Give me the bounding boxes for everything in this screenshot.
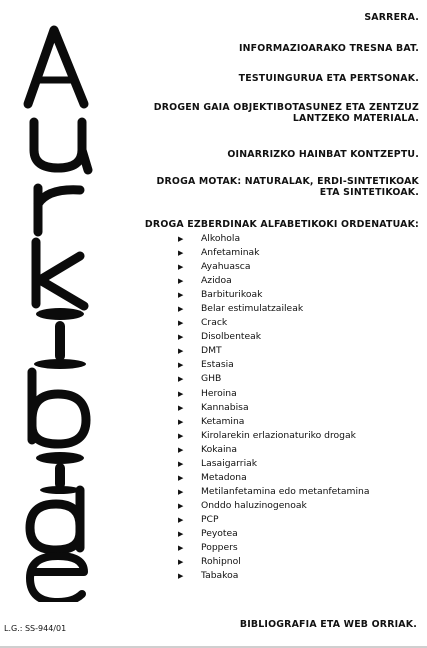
list-item <box>178 288 370 302</box>
drug-name: Lasaigarriak <box>201 457 258 469</box>
legal-deposit: L.G.: SS-944/01 <box>4 624 67 633</box>
arrow-right-icon: ▶ <box>178 263 184 272</box>
list-item <box>178 246 370 260</box>
list-item <box>178 274 370 288</box>
drug-name: Peyotea <box>201 527 238 539</box>
heading-concepts: OINARRIZKO HAINBAT KONTZEPTU. <box>227 149 419 160</box>
list-item <box>178 415 370 429</box>
drug-name: Heroina <box>201 387 237 399</box>
heading-types: DROGA MOTAK: NATURALAK, ERDI-SINTETIKOAK ETA SINTETIKOAK. <box>156 176 419 198</box>
arrow-right-icon: ▶ <box>178 305 184 314</box>
arrow-right-icon: ▶ <box>178 459 184 468</box>
drug-name: Azidoa <box>201 275 232 287</box>
arrow-right-icon: ▶ <box>178 291 184 300</box>
arrow-right-icon: ▶ <box>178 417 184 426</box>
drug-name: GHB <box>201 373 222 385</box>
list-item <box>178 485 370 499</box>
list-item <box>178 499 370 513</box>
list-item <box>178 457 370 471</box>
drug-list <box>178 232 370 583</box>
list-item <box>178 344 370 358</box>
vertical-title-graphic <box>14 22 104 602</box>
heading-context: TESTUINGURUA ETA PERTSONAK. <box>238 73 419 84</box>
list-item <box>178 513 370 527</box>
heading-intro: SARRERA. <box>364 12 419 23</box>
arrow-right-icon: ▶ <box>178 361 184 370</box>
drug-name: Barbiturikoak <box>201 289 263 301</box>
drug-name: Belar estimulatzaileak <box>201 303 304 315</box>
list-item <box>178 443 370 457</box>
drug-name: Onddo haluzinogenoak <box>201 499 307 511</box>
arrow-right-icon: ▶ <box>178 544 184 553</box>
heading-bibliography: BIBLIOGRAFIA ETA WEB ORRIAK. <box>239 619 417 630</box>
drug-name: DMT <box>201 345 222 357</box>
arrow-right-icon: ▶ <box>178 249 184 258</box>
drug-name: Rohipnol <box>201 556 241 568</box>
list-item <box>178 471 370 485</box>
drug-name: Ayahuasca <box>201 261 251 273</box>
arrow-right-icon: ▶ <box>178 375 184 384</box>
list-item <box>178 260 370 274</box>
drug-name: Metadona <box>201 471 247 483</box>
drug-name: Crack <box>201 317 228 329</box>
arrow-right-icon: ▶ <box>178 389 184 398</box>
arrow-right-icon: ▶ <box>178 431 184 440</box>
heading-material: DROGEN GAIA OBJEKTIBOTASUNEZ ETA ZENTZUZ LANTZEKO MATERIALA. <box>153 102 419 124</box>
list-item <box>178 401 370 415</box>
arrow-right-icon: ▶ <box>178 529 184 538</box>
drug-name: Kirolarekin erlazionaturiko drogak <box>201 429 356 441</box>
list-item <box>178 527 370 541</box>
drug-name: Metilanfetamina edo metanfetamina <box>201 485 370 497</box>
arrow-right-icon: ▶ <box>178 347 184 356</box>
vertical-title <box>14 22 104 602</box>
arrow-right-icon: ▶ <box>178 277 184 286</box>
arrow-right-icon: ▶ <box>178 333 184 342</box>
list-item <box>178 302 370 316</box>
drug-name: PCP <box>201 513 219 525</box>
list-item <box>178 387 370 401</box>
drug-name: Poppers <box>201 542 238 554</box>
drug-name: Kannabisa <box>201 401 249 413</box>
drug-name: Estasia <box>201 359 234 371</box>
arrow-right-icon: ▶ <box>178 558 184 567</box>
drug-name: Tabakoa <box>201 570 239 582</box>
arrow-right-icon: ▶ <box>178 319 184 328</box>
arrow-right-icon: ▶ <box>178 403 184 412</box>
drug-name: Disolbenteak <box>201 331 262 343</box>
list-item <box>178 555 370 569</box>
arrow-right-icon: ▶ <box>178 473 184 482</box>
heading-alphabetical: DROGA EZBERDINAK ALFABETIKOKI ORDENATUAK: <box>144 219 419 230</box>
list-item <box>178 429 370 443</box>
arrow-right-icon: ▶ <box>178 487 184 496</box>
arrow-right-icon: ▶ <box>178 515 184 524</box>
list-item <box>178 330 370 344</box>
list-item <box>178 316 370 330</box>
drug-name: Ketamina <box>201 415 245 427</box>
arrow-right-icon: ▶ <box>178 445 184 454</box>
list-item <box>178 372 370 386</box>
list-item <box>178 541 370 555</box>
drug-name: Kokaina <box>201 443 237 455</box>
drug-name: Alkohola <box>201 233 241 244</box>
arrow-right-icon: ▶ <box>178 572 184 581</box>
heading-tool: INFORMAZIOARAKO TRESNA BAT. <box>238 43 419 54</box>
drug-name: Anfetaminak <box>201 247 260 259</box>
list-item <box>178 358 370 372</box>
list-item <box>178 232 370 246</box>
arrow-right-icon: ▶ <box>178 235 184 243</box>
arrow-right-icon: ▶ <box>178 501 184 510</box>
list-item <box>178 569 370 583</box>
